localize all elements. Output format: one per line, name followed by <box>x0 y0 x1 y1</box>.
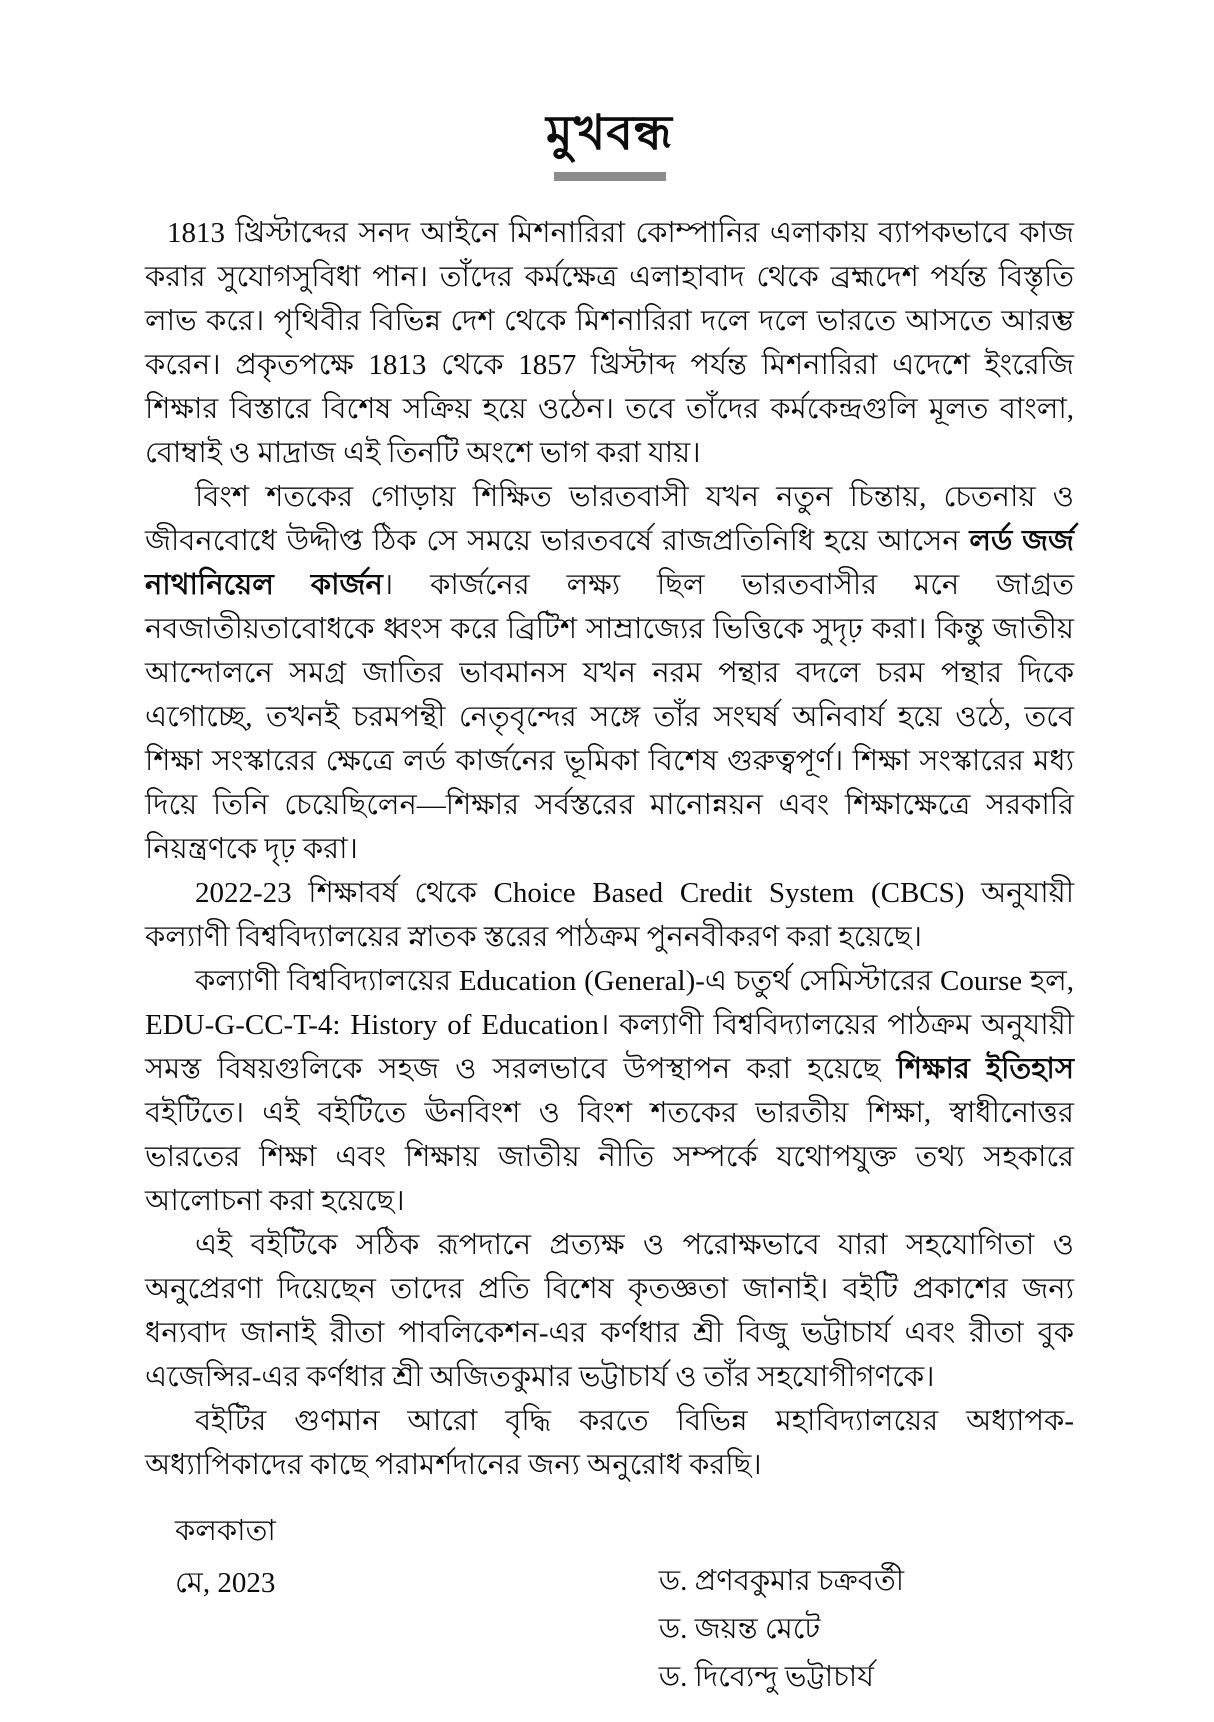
author-name: ড. প্রণবকুমার চক্রবর্তী <box>658 1565 904 1597</box>
signature-block <box>145 1505 1074 1701</box>
paragraph-2 <box>145 475 1074 871</box>
title-block <box>145 108 1074 181</box>
text-run: 1813 খ্রিস্টাব্দের সনদ আইনে মিশনারিরা কোম্পানির এলাকায় ব্যাপকভাবে কাজ করার সুযোগসুবিধা পান। তাঁদের কর্মক্ষেত্র এলাহাবাদ থেকে ব্রহ্মদেশ পর্যন্ত বিস্তৃতি লাভ করে। পৃথিবীর বিভিন্ন দেশ থেকে মিশনারিরা দলে দলে ভারতে আসতে আরম্ভ করেন। প্রকৃতপক্ষে 1813 থেকে 1857 খ্রিস্টাব্দ পর্যন্ত মিশনারিরা এদেশে ইংরেজি শিক্ষার বিস্তারে বিশেষ সক্রিয় হয়ে ওঠেন। তবে তাঁদের কর্মকেন্দ্রগুলি মূলত বাংলা, বোম্বাই ও মাদ্রাজ এই তিনটি অংশে ভাগ করা যায়। <box>145 217 1074 469</box>
text-run: কল্যাণী বিশ্ববিদ্যালয়ের Education (General)-এ চতুর্থ সেমিস্টারের Course হল, EDU-G-CC-T-4: History of Education। কল্যাণী বিশ্ববিদ্যালয়ের পাঠক্রম অনুযায়ী সমস্ত বিষয়গুলিকে সহজ ও সরলভাবে উপস্থাপন করা হয়েছে <box>145 965 1074 1085</box>
paragraph-3 <box>145 871 1074 959</box>
paragraph-5 <box>145 1223 1074 1399</box>
text-run: বইটির গুণমান আরো বৃদ্ধি করতে বিভিন্ন মহাবিদ্যালয়ের অধ্যাপক-অধ্যাপিকাদের কাছে পরামর্শদানের জন্য অনুরোধ করছি। <box>145 1405 1074 1481</box>
signature-authors <box>659 1557 904 1701</box>
title-underline-bar <box>554 172 666 181</box>
text-run: বইটিতে। এই বইটিতে ঊনবিংশ ও বিংশ শতকের ভারতীয় শিক্ষা, স্বাধীনোত্তর ভারতের শিক্ষা এবং শিক্ষায় জাতীয় নীতি সম্পর্কে যথোপযুক্ত তথ্য সহকারে আলোচনা করা হয়েছে। <box>145 1097 1074 1217</box>
page-title: মুখবন্ধ <box>546 107 673 160</box>
text-run: বিংশ শতকের গোড়ায় শিক্ষিত ভারতবাসী যখন নতুন চিন্তায়, চেতনায় ও জীবনবোধে উদ্দীপ্ত ঠিক সে সময়ে ভারতবর্ষে রাজপ্রতিনিধি হয়ে আসেন <box>145 481 1074 557</box>
signature-date: মে, 2023 <box>175 1567 276 1599</box>
text-run-bold: শিক্ষার ইতিহাস <box>896 1053 1074 1085</box>
paragraph-4 <box>145 959 1074 1223</box>
signature-place: কলকাতা <box>175 1515 276 1547</box>
text-run-bold: লর্ড জর্জ নাথানিয়েল কার্জন <box>145 525 1074 601</box>
text-run: 2022-23 শিক্ষাবর্ষ থেকে Choice Based Credit System (CBCS) অনুযায়ী কল্যাণী বিশ্ববিদ্যালয়ের স্নাতক স্তরের পাঠক্রম পুননবীকরণ করা হয়েছে। <box>145 877 1074 953</box>
text-run: এই বইটিকে সঠিক রূপদানে প্রত্যক্ষ ও পরোক্ষভাবে যারা সহযোগিতা ও অনুপ্রেরণা দিয়েছেন তাদের প্রতি বিশেষ কৃতজ্ঞতা জানাই। বইটি প্রকাশের জন্য ধন্যবাদ জানাই রীতা পাবলিকেশন-এর কর্ণধার শ্রী বিজু ভট্টাচার্য এবং রীতা বুক এজেন্সির-এর কর্ণধার শ্রী অজিতকুমার ভট্টাচার্য ও তাঁর সহযোগীগণকে। <box>145 1229 1074 1393</box>
paragraph-6 <box>145 1399 1074 1487</box>
paragraph-1 <box>145 211 1074 475</box>
author-name: ড. জয়ন্ত মেটে <box>658 1613 821 1645</box>
signature-place-date <box>175 1505 659 1609</box>
author-name: ড. দিব্যেন্দু ভট্টাচার্য <box>658 1661 874 1693</box>
preface-body <box>145 211 1074 1487</box>
text-run: । কার্জনের লক্ষ্য ছিল ভারতবাসীর মনে জাগ্রত নবজাতীয়তাবোধকে ধ্বংস করে ব্রিটিশ সাম্রাজ্যের ভিত্তিকে সুদৃঢ় করা। কিন্তু জাতীয় আন্দোলনে সমগ্র জাতির ভাবমানস যখন নরম পন্থার বদলে চরম পন্থার দিকে এগোচ্ছে, তখনই চরমপন্থী নেতৃবৃন্দের সঙ্গে তাঁর সংঘর্ষ অনিবার্য হয়ে ওঠে, তবে শিক্ষা সংস্কারের ক্ষেত্রে লর্ড কার্জনের ভূমিকা বিশেষ গুরুত্বপূর্ণ। শিক্ষা সংস্কারের মধ্য দিয়ে তিনি চেয়েছিলেন—শিক্ষার সর্বস্তরের মানোন্নয়ন এবং শিক্ষাক্ষেত্রে সরকারি নিয়ন্ত্রণকে দৃঢ় করা। <box>145 569 1074 865</box>
